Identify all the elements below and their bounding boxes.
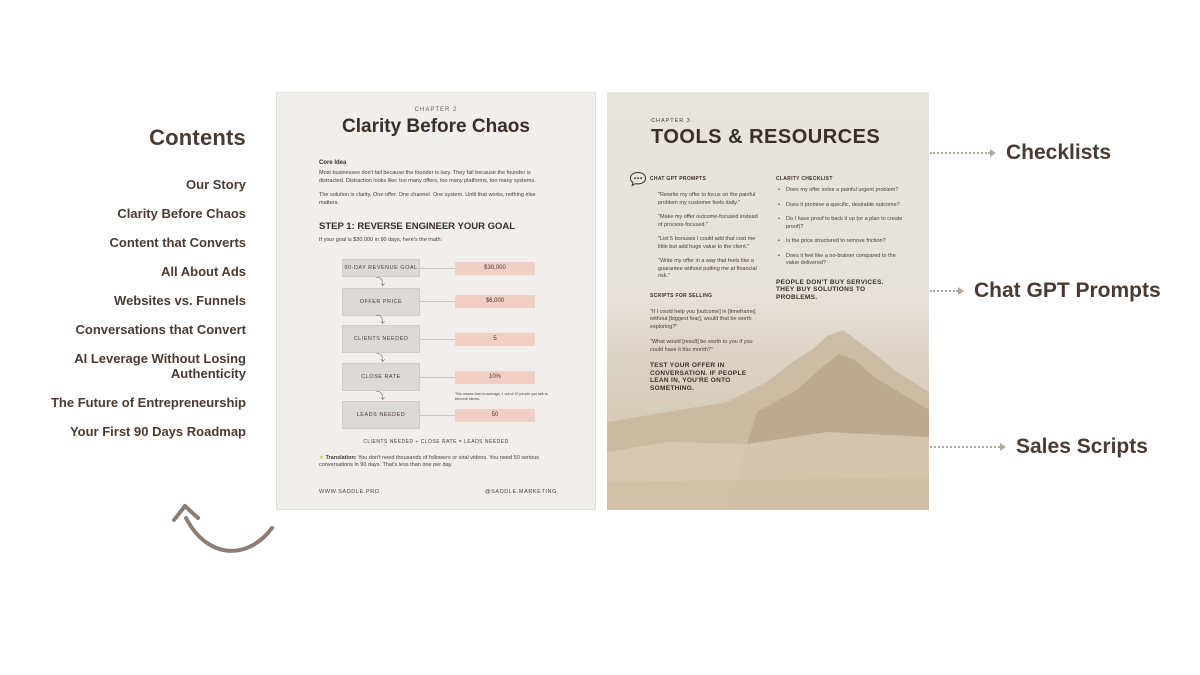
- goal-text: If your goal is $30,000 in 90 days, here's the math:: [319, 237, 443, 243]
- services-callout: PEOPLE DON'T BUY SERVICES. THEY BUY SOLUTIONS TO PROBLEMS.: [776, 278, 884, 301]
- prompts-heading: CHAT GPT PROMPTS: [650, 176, 707, 182]
- dotted-arrow-icon: [930, 446, 1000, 448]
- flow-connector: [420, 377, 455, 378]
- dotted-arrow-icon: [930, 290, 958, 292]
- arrowhead-icon: [1000, 443, 1006, 451]
- translation-label: Translation:: [325, 454, 357, 461]
- contents-list: [20, 177, 246, 439]
- chapter-title: TOOLS & RESOURCES: [651, 126, 881, 148]
- close-rate-note: This means that on average, 1 out of 10 people you talk to become clients.: [455, 391, 548, 401]
- chapter-2-page: [276, 92, 596, 510]
- formula-text: CLIENTS NEEDED ÷ CLOSE RATE = LEADS NEEDED: [363, 438, 509, 445]
- flow-label: OFFER PRICE: [342, 288, 420, 316]
- solution-text: The solution is clarity. One offer. One channel. One system. Until that works, nothing else matters.: [319, 192, 536, 206]
- flow-value: $30,000: [455, 262, 535, 275]
- chapter-label: CHAPTER 3: [651, 118, 691, 124]
- contents-item[interactable]: Conversations that Convert: [75, 322, 246, 337]
- footer-website: WWW.SADDLE.PRO: [319, 489, 380, 495]
- scripts-heading: SCRIPTS FOR SELLING: [650, 292, 713, 299]
- prompt-item: "Rewrite my offer to focus on the painful problem my customer feels daily.": [658, 192, 756, 206]
- contents-item[interactable]: Clarity Before Chaos: [117, 206, 246, 221]
- contents-item[interactable]: The Future of Entrepreneurship: [50, 395, 246, 410]
- flow-value: 5: [455, 333, 535, 346]
- test-offer-callout: TEST YOUR OFFER IN CONVERSATION. IF PEOPLE LEAN IN, YOU'RE ONTO SOMETHING.: [650, 362, 747, 392]
- chapter-title: Clarity Before Chaos: [342, 116, 530, 137]
- checklist-item: • Do I have proof to back it up (or a plan to create proof)?: [776, 216, 906, 231]
- flow-label: LEADS NEEDED: [342, 401, 420, 429]
- contents-title: Contents: [149, 125, 246, 150]
- core-idea-heading: Core Idea: [319, 160, 347, 166]
- checklist-column: [776, 176, 906, 301]
- script-item: "What would [result] be worth to you if you could have it this month?": [650, 339, 753, 353]
- callout-scripts: Sales Scripts: [1016, 435, 1148, 458]
- contents-item[interactable]: Websites vs. Funnels: [114, 293, 246, 308]
- flow-connector: [420, 339, 455, 340]
- flow-connector: [420, 301, 455, 302]
- chapter-label: CHAPTER 2: [414, 107, 458, 113]
- down-arrow-icon: ⤵: [376, 276, 386, 287]
- chat-bubble-icon: [629, 171, 647, 187]
- goal-flowchart: [319, 253, 553, 453]
- chatgpt-callout: [930, 279, 1161, 303]
- contents-panel: [20, 125, 246, 453]
- flow-value: 10%: [455, 371, 535, 384]
- arrowhead-icon: [958, 287, 964, 295]
- checklist-item: • Is the price structured to remove friction?: [776, 238, 906, 246]
- star-icon: ★: [319, 454, 324, 461]
- callout-checklists: Checklists: [1006, 141, 1112, 164]
- footer-handle: @SADDLE.MARKETING: [484, 489, 557, 495]
- scripts-callout: [930, 435, 1148, 459]
- chapter-3-page: [607, 92, 929, 510]
- down-arrow-icon: ⤵: [376, 314, 386, 325]
- contents-item[interactable]: All About Ads: [161, 264, 246, 279]
- prompts-column: [650, 176, 762, 392]
- checklist-item: • Does it promise a specific, desirable outcome?: [776, 202, 906, 210]
- script-item: "If I could help you [outcome] in [timeframe] without [biggest fear], would that be worth exploring?": [650, 308, 756, 330]
- checklist-item: • Does my offer solve a painful urgent problem?: [776, 187, 906, 195]
- contents-item[interactable]: Your First 90 Days Roadmap: [69, 424, 246, 439]
- checklist-heading: CLARITY CHECKLIST: [776, 176, 833, 182]
- contents-item[interactable]: Content that Converts: [109, 235, 246, 250]
- down-arrow-icon: ⤵: [376, 352, 386, 363]
- flow-connector: [420, 415, 455, 416]
- arrowhead-icon: [990, 149, 996, 157]
- step-heading: STEP 1: REVERSE ENGINEER YOUR GOAL: [319, 221, 516, 232]
- dotted-arrow-icon: [930, 152, 990, 154]
- contents-item[interactable]: AI Leverage Without Losing Authenticity: [74, 351, 246, 381]
- flow-label: CLOSE RATE: [342, 363, 420, 391]
- prompt-item: "Make my offer outcome-focused instead of process-focused.": [658, 214, 758, 228]
- translation-text: [319, 455, 553, 470]
- down-arrow-icon: ⤵: [376, 390, 386, 401]
- flow-label: 90-DAY REVENUE GOAL: [342, 259, 420, 277]
- callout-chatgpt: Chat GPT Prompts: [974, 279, 1161, 302]
- curved-arrow-icon: [168, 498, 278, 562]
- flow-value: 50: [455, 409, 535, 422]
- prompt-item: "List 5 bonuses I could add that cost me little but add huge value to the client.": [658, 236, 756, 250]
- flow-connector: [420, 268, 455, 269]
- contents-item[interactable]: Our Story: [186, 177, 246, 192]
- page-footer: [319, 489, 557, 495]
- checklists-callout: [930, 141, 1111, 165]
- flow-value: $6,000: [455, 295, 535, 308]
- core-idea-text: Most businesses don't fail because the founder is lazy. They fail because the founder is distracted. Distraction looks like: too many offers, too many platforms, too many systems.: [319, 170, 536, 184]
- checklist-item: • Does it feel like a no-brainer compared to the value delivered?: [776, 253, 906, 268]
- translation-body: You don't need thousands of followers or viral videos. You need 50 serious conversations in 90 days. That's less than one per day.: [319, 454, 540, 468]
- prompt-item: "Write my offer in a way that feels like a guarantee without putting me at financial risk.": [658, 258, 757, 279]
- flow-label: CLIENTS NEEDED: [342, 325, 420, 353]
